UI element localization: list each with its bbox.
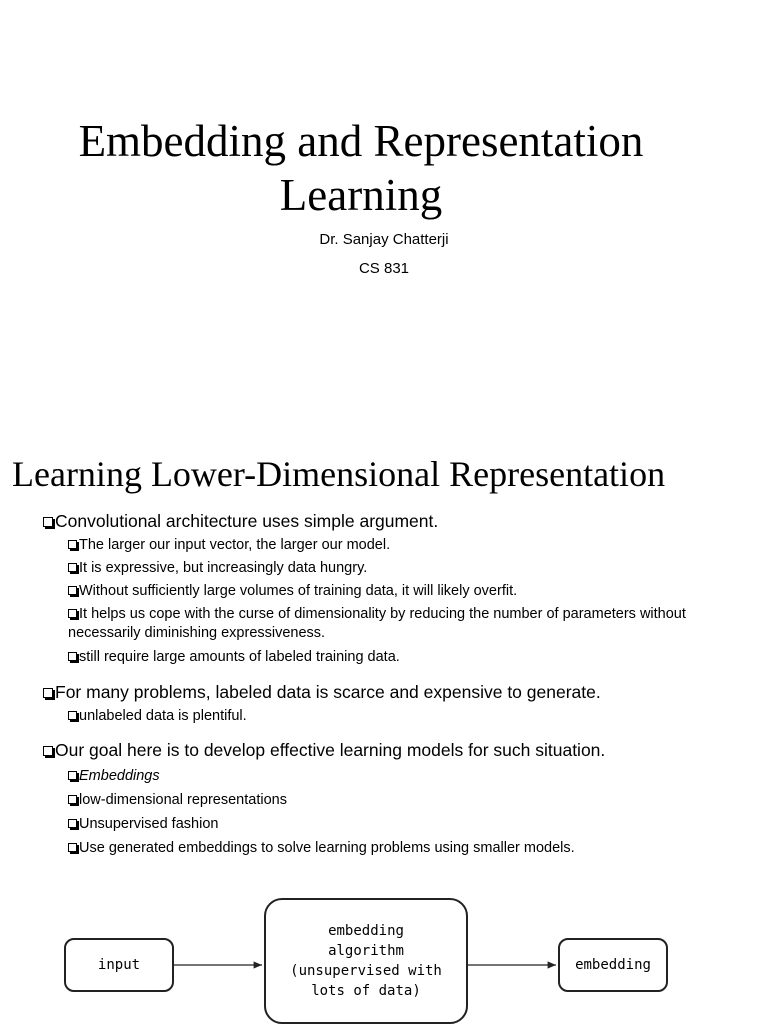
sub-bullet-item: still require large amounts of labeled training data. (68, 648, 400, 667)
diagram-embedding-box: embedding (558, 938, 668, 992)
content-slide (0, 420, 768, 1024)
sub-bullet-item: low-dimensional representations (68, 791, 287, 810)
title-slide (0, 0, 768, 420)
checkbox-bullet-icon (68, 609, 77, 618)
title-line-1: Embedding and Representation (78, 116, 644, 166)
sub-bullet-item: The larger our input vector, the larger our model. (68, 536, 390, 555)
slide-title (0, 114, 722, 222)
sub-bullet-item: unlabeled data is plentiful. (68, 707, 247, 726)
sub-bullet-item: It helps us cope with the curse of dimensionality by reducing the number of parameters without necessarily diminishing expressiveness. (68, 606, 686, 641)
bullet-item: Our goal here is to develop effective learning models for such situation. (43, 739, 605, 761)
checkbox-bullet-icon (43, 746, 53, 756)
sub-bullet-item: Without sufficiently large volumes of training data, it will likely overfit. (68, 582, 517, 601)
checkbox-bullet-icon (68, 843, 77, 852)
checkbox-bullet-icon (68, 540, 77, 549)
checkbox-bullet-icon (68, 652, 77, 661)
sub-bullet-item: It is expressive, but increasingly data hungry. (68, 559, 367, 578)
diagram-input-box: input (64, 938, 174, 992)
bullet-item: For many problems, labeled data is scarce and expensive to generate. (43, 681, 601, 703)
checkbox-bullet-icon (68, 711, 77, 720)
bullet-item: Convolutional architecture uses simple argument. (43, 510, 438, 532)
checkbox-bullet-icon (68, 771, 77, 780)
sub-bullet-item: Unsupervised fashion (68, 815, 218, 834)
checkbox-bullet-icon (68, 819, 77, 828)
checkbox-bullet-icon (43, 688, 53, 698)
title-line-2: Learning (279, 170, 443, 220)
checkbox-bullet-icon (43, 517, 53, 527)
checkbox-bullet-icon (68, 563, 77, 572)
sub-bullet-item: Use generated embeddings to solve learning problems using smaller models. (68, 839, 575, 858)
slide-title: Learning Lower-Dimensional Representation (12, 454, 666, 494)
diagram-algorithm-box: embedding algorithm (unsupervised with lots of data) (264, 898, 468, 1024)
sub-bullet-item: Embeddings (68, 767, 160, 786)
checkbox-bullet-icon (68, 795, 77, 804)
checkbox-bullet-icon (68, 586, 77, 595)
author-name: Dr. Sanjay Chatterji (319, 231, 449, 248)
course-code: CS 831 (358, 260, 410, 277)
